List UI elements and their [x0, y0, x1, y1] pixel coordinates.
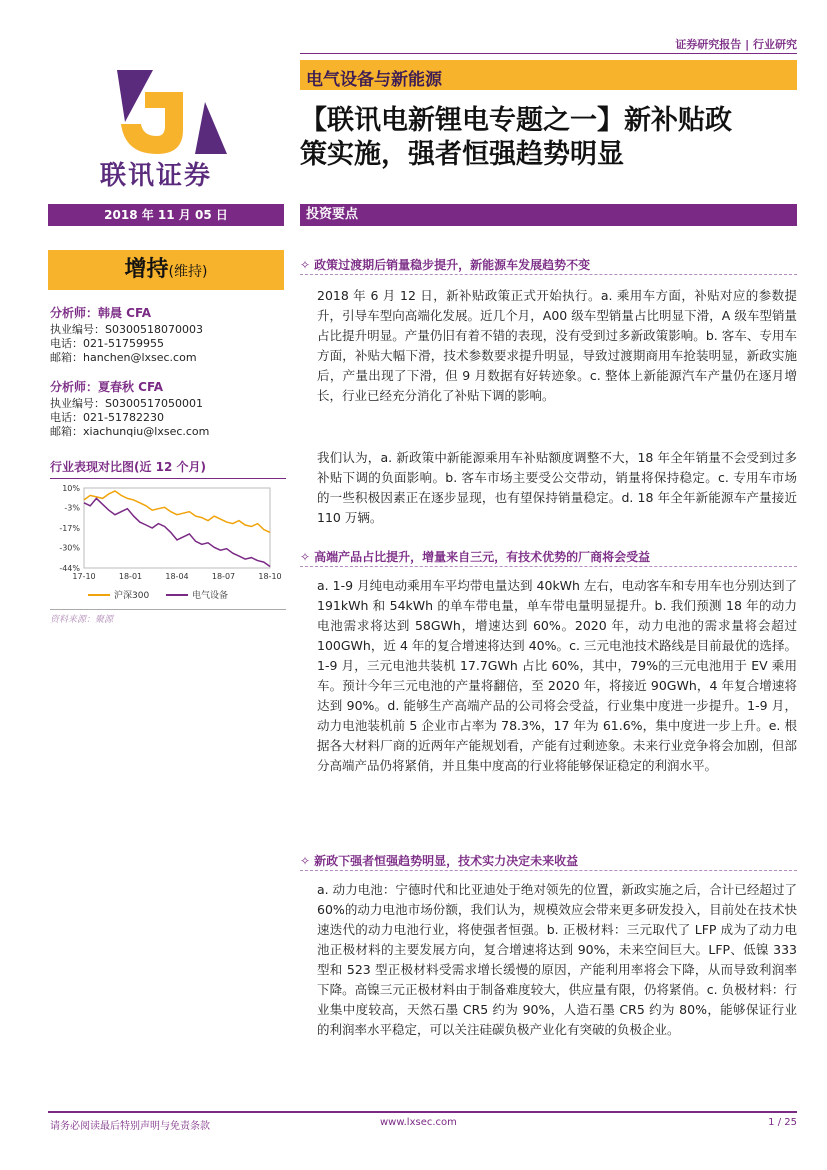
rating-sub: (维持) — [168, 264, 208, 280]
x-tick-label: 18-01 — [118, 572, 143, 581]
diamond-icon: ✧ — [300, 854, 311, 868]
y-tick-label: -3% — [64, 503, 80, 513]
report-title — [300, 104, 800, 172]
performance-chart — [48, 478, 284, 608]
section-1-paragraph-1: 2018 年 6 月 12 日，新补贴政策正式开始执行。a. 乘用车方面，补贴对应的参数提升，引导车型向高端化发展。近几个月，A00 级车型销量占比明显下滑，A 级车型销量占比提升明显。产量仍旧有着不错的表现，没有受到过多新政策影响。b. 客车、专用车方面，补贴大幅下滑，技术参数要求提升明显，导致过渡期商用车抢装明显，新政实施后，产量出现了下滑，但 9 月数据有好转迹象。c. 整体上新能源汽车产量仍在逐月增长，行业已经充分消化了补贴下调的影响。 — [317, 288, 797, 403]
analyst-license: 执业编号：S0300517050001 — [50, 397, 203, 410]
section-rule — [300, 870, 797, 871]
x-tick-label: 18-04 — [165, 572, 189, 581]
x-tick-label: 18-10 — [258, 572, 282, 581]
section-heading-3: ✧ 新政下强者恒强趋势明显，技术实力决定未来收益 — [300, 854, 579, 868]
section-rule — [300, 274, 797, 275]
legend-label: 沪深300 — [114, 591, 150, 601]
title-line-2: 策实施，强者恒强趋势明显 — [300, 139, 624, 170]
rating-box — [48, 250, 284, 290]
sector-label: 电气设备与新能源 — [306, 70, 442, 90]
chart-source: 资料来源：聚源 — [50, 609, 286, 625]
x-tick-label: 18-07 — [211, 572, 236, 581]
analyst-phone: 电话：021-51782230 — [50, 411, 164, 424]
sector-bar — [300, 60, 797, 90]
analyst-license: 执业编号：S0300518070003 — [50, 323, 203, 336]
legend-label: 电气设备 — [192, 591, 229, 601]
footer-rule — [48, 1111, 797, 1113]
y-tick-label: 10% — [62, 484, 80, 493]
analyst-email[interactable]: 邮箱：xiachunqiu@lxsec.com — [50, 425, 210, 438]
analyst-email[interactable]: 邮箱：hanchen@lxsec.com — [50, 351, 197, 364]
y-tick-label: -44% — [59, 564, 80, 573]
diamond-icon: ✧ — [300, 258, 311, 272]
section-2-paragraph-1: a. 1-9 月纯电动乘用车平均带电量达到 40kWh 左右，电动客车和专用车也分别达到了 191kWh 和 54kWh 的单车带电量，单车带电量明显提升。b. 我们预测 18 年的动力电池需求将达到 58GWh，增速达到 60%。2020 年，动力电池的需求量将会超过 100GWh，近 4 年的复合增速将达到 40%。c. 三元电池技术路线是目前最优的选择。1-9 月，三元电池共装机 17.7GWh 占比 60%，其中，79%的三元电池用于 EV 乘用车。预计今年三元电池的产量将翻倍，至 2020 年，将接近 90GWh，4 年复合增速将达到 90%。d. 能够生产高端产品的公司将会受益，行业集中度进一步提升。1-9 月，动力电池装机前 5 企业市占率为 78.3%，17 年为 61.6%，集中度进一步上升。e. 根据各大材料厂商的近两年产能规划看，产能有过剩迹象。未来行业竞争将会加剧，但部分高端产品仍将紧俏，并且集中度高的行业将能够保证稳定的利润水平。 — [317, 578, 797, 773]
y-tick-label: -17% — [59, 524, 80, 533]
plot-area — [84, 488, 270, 568]
rating-main: 增持 — [124, 257, 169, 282]
analyst-phone: 电话：021-51759955 — [50, 337, 164, 350]
summary-label: 投资要点 — [300, 204, 797, 226]
analyst-name: 分析师：夏春秋 CFA — [50, 380, 164, 394]
section-heading-2: ✧ 高端产品占比提升，增量来自三元，有技术优势的厂商将会受益 — [300, 550, 651, 564]
footer-disclaimer[interactable]: 请务必阅读最后特别声明与免责条款 — [50, 1121, 210, 1132]
footer-page-number: 1 / 25 — [768, 1117, 797, 1128]
analyst-block-1 — [50, 306, 286, 365]
footer-website[interactable]: www.lxsec.com — [380, 1117, 457, 1128]
report-date: 2018 年 11 月 05 日 — [48, 204, 284, 226]
diamond-icon: ✧ — [300, 550, 311, 564]
analyst-name: 分析师：韩晨 CFA — [50, 306, 152, 320]
doc-type-label: 证券研究报告 | 行业研究 — [675, 38, 797, 51]
section-3-paragraph-1: a. 动力电池：宁德时代和比亚迪处于绝对领先的位置，新政实施之后，合计已经超过了 60%的动力电池市场份额，我们认为，规模效应会带来更多研发投入，目前处在技术快速迭代的动力电池行业，将使强者恒强。b. 正极材料：三元取代了 LFP 成为了动力电池正极材料的主要发展方向，复合增速将达到 90%，未来空间巨大。LFP、低镍 333 型和 523 型正极材料受需求增长缓慢的原因，产能利用率将会下降，从而导致利润率下降。高镍三元正极材料由于制备难度较大，供应量有限，仍将紧俏。c. 负极材料：行业集中度较高，天然石墨 CR5 约为 90%，人造石墨 CR5 约为 80%，能够保证行业的利润率水平稳定，可以关注硅碳负极产业化有突破的负极企业。 — [317, 882, 797, 1037]
analyst-block-2 — [50, 380, 286, 439]
chart-title: 行业表现对比图(近 12 个月) — [50, 458, 286, 479]
title-line-1: 【联讯电新锂电专题之一】新补贴政 — [300, 105, 732, 136]
top-rule — [300, 53, 797, 54]
x-tick-label: 17-10 — [72, 572, 96, 581]
company-logo-text: 联讯证券 — [100, 161, 213, 191]
series-line — [84, 498, 270, 566]
section-rule — [300, 566, 797, 567]
y-tick-label: -30% — [59, 543, 80, 553]
section-1-paragraph-2: 我们认为，a. 新政策中新能源乘用车补贴额度调整不大，18 年全年销量不会受到过多补贴下调的负面影响。b. 客车市场主要受公交带动，销量将保持稳定。c. 专用车市场的一些积极因素正在逐步显现，也有望保持销量稳定。d. 18 年全年新能源车产量接近 110 万辆。 — [317, 450, 797, 525]
section-heading-1: ✧ 政策过渡期后销量稳步提升，新能源车发展趋势不变 — [300, 258, 591, 272]
